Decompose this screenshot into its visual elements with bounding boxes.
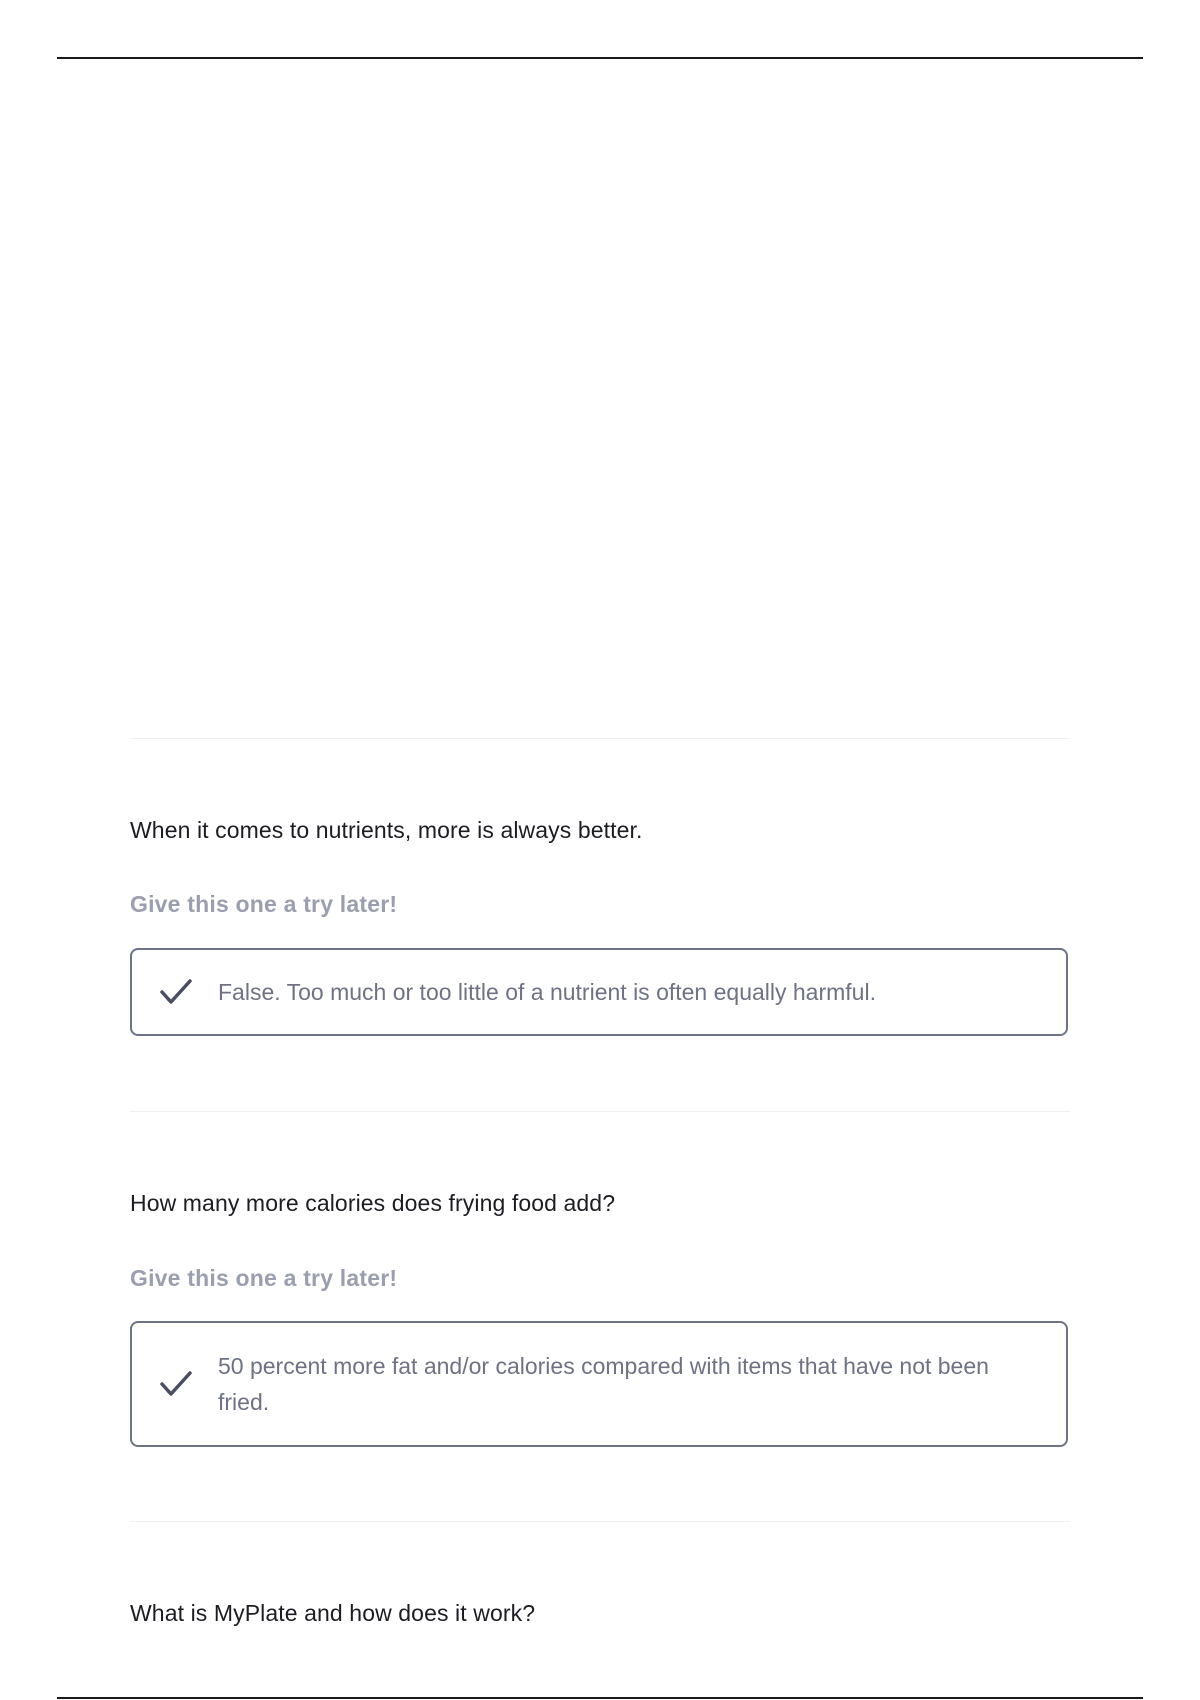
question-text: What is MyPlate and how does it work? [130,1600,536,1626]
card-divider [130,1111,1070,1112]
answer-box [130,948,1068,1036]
question-text: How many more calories does frying food add? [130,1190,616,1216]
answer-box [130,1321,1068,1447]
page-bottom-rule [57,1697,1143,1699]
try-later-hint: Give this one a try later! [130,1265,398,1291]
page-top-rule [57,57,1143,59]
question-text: When it comes to nutrients, more is always better. [130,817,643,843]
answer-text: 50 percent more fat and/or calories compared with items that have not been fried. [218,1353,989,1415]
answer-text: False. Too much or too little of a nutrient is often equally harmful. [218,979,876,1005]
checkmark-icon [158,977,194,1007]
checkmark-icon [158,1369,194,1399]
card-divider [130,1521,1070,1522]
try-later-hint: Give this one a try later! [130,891,398,917]
card-divider [130,738,1070,739]
